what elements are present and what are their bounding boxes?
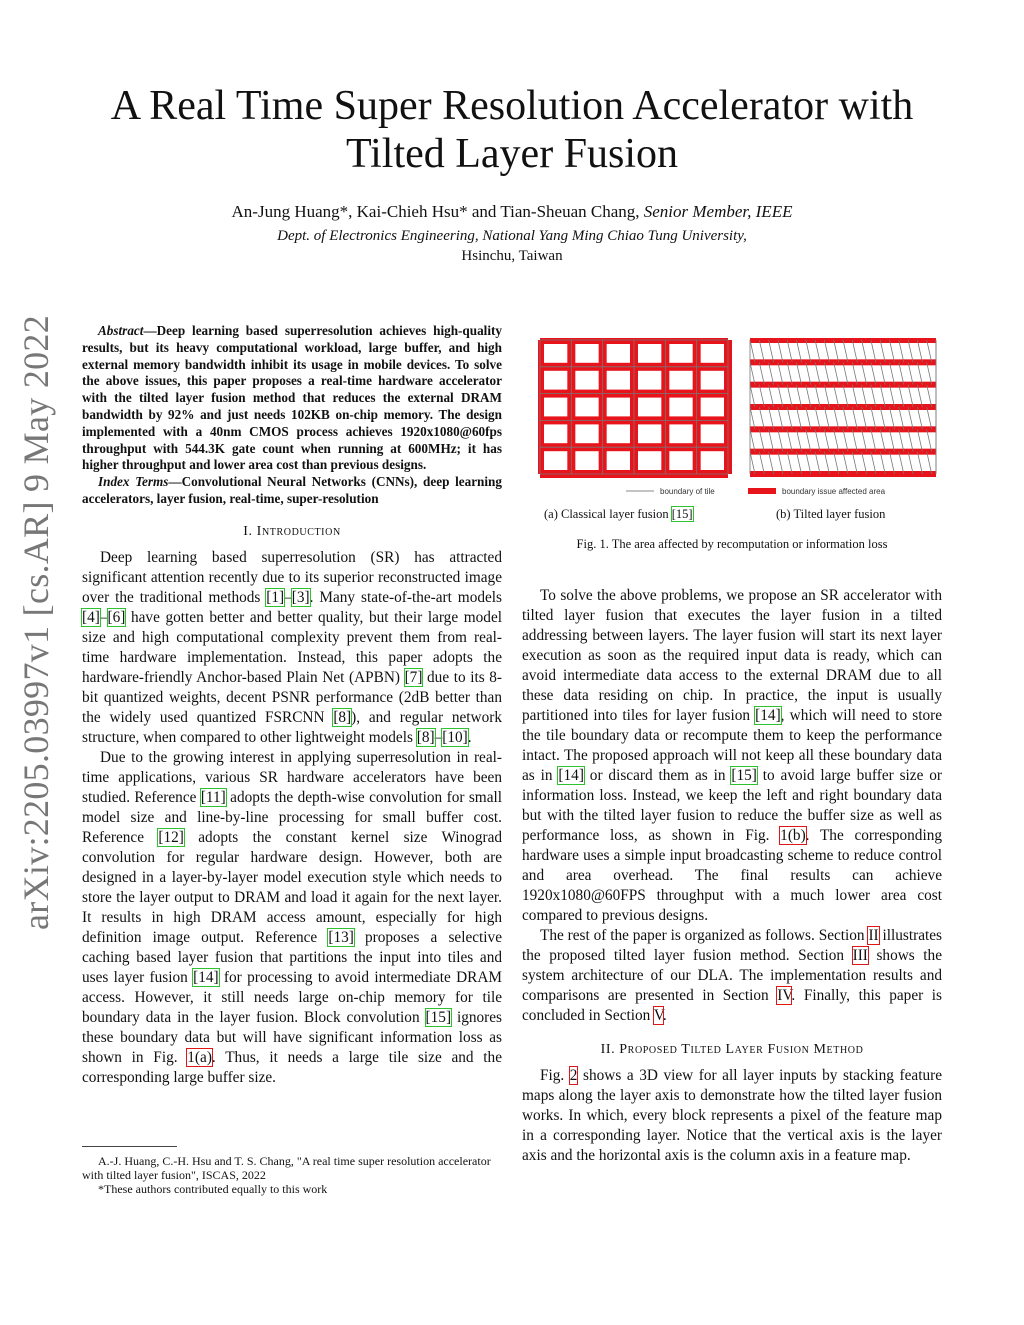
text-run: Due to the growing interest in applying superresolution in real-time applications, various SR hardware accelerators have been studied. Reference	[82, 748, 502, 806]
footnote-equal-contribution: *These authors contributed equally to this work	[98, 1182, 328, 1196]
citation-link[interactable]: [10]	[442, 728, 468, 746]
issue-row-band	[750, 471, 936, 477]
cross-reference-link[interactable]: 1(a)	[187, 1048, 212, 1066]
index-terms-label: Index Terms	[98, 474, 169, 490]
figure-1-caption: Fig. 1. The area affected by recomputation or information loss	[576, 537, 888, 551]
citation-link[interactable]: [14]	[558, 767, 584, 784]
cross-reference-link[interactable]: 1(b)	[780, 827, 806, 844]
citation-link[interactable]: [7]	[404, 668, 423, 686]
text-run: or discard them as in	[583, 767, 732, 784]
cross-reference-link[interactable]: 2	[569, 1067, 578, 1084]
abstract-text: —Deep learning based superresolution achieves high-quality results, but its heavy computational workload, large buffer, and high external memory bandwidth inhibit its usage in mobile devices. To solve the above issues, this paper proposes a real-time hardware accelerator with the tilted layer fusion method that reduces the external DRAM bandwidth by 92% and just needs 102KB on-chip memory. The design implemented with a 40nm CMOS process achieves 1920x1080@60fps throughput with 544.3K gate count when running at 600MHz; it has higher throughput and lower area cost than previous designs.	[82, 323, 502, 473]
text-run: .	[467, 728, 472, 746]
text-run: shows the system architecture of our DLA. The implementation results and comparisons are presented in Section	[522, 947, 942, 1004]
footnote-rule	[82, 1146, 177, 1147]
text-run: , which will need to store the tile boundary data or recompute them to keep the performance intact. The proposed approach will not keep all these boundary data as in	[522, 707, 942, 784]
text-run: illustrates the proposed tilted layer fusion method. Section	[522, 927, 942, 964]
text-run: . Thus, it needs a large tile size and the corresponding large buffer size.	[82, 1048, 502, 1086]
text-run: . The corresponding hardware uses a simple input broadcasting scheme to reduce control and area overhead. The final results can achieve 1920x1080@60FPS throughput with a much lower area cost compared to previous designs.	[522, 827, 942, 924]
text-run: ignores these boundary data but will have significant information loss as shown in Fig.	[82, 1008, 503, 1066]
intro-paragraph-2	[82, 748, 502, 1088]
text-run: adopts the depth-wise convolution for small model size and line-by-line processing for small buffer cost. Reference	[82, 788, 502, 846]
abstract-label: Abstract	[98, 323, 144, 338]
section-heading-introduction: I. Introduction	[243, 523, 341, 539]
affiliation-block	[90, 226, 934, 266]
right-paragraph-2	[522, 926, 942, 1026]
citation-link[interactable]: [8]	[416, 728, 435, 746]
paper-title: A Real Time Super Resolution Accelerator with Tilted Layer Fusion	[110, 83, 914, 177]
cross-reference-link[interactable]: II	[868, 927, 879, 944]
text-run: –	[284, 588, 292, 606]
author-names: An-Jung Huang*, Kai-Chieh Hsu* and Tian-Sheuan Chang,	[231, 202, 640, 221]
text-run: –	[99, 608, 108, 626]
right-paragraph-1	[522, 586, 942, 926]
issue-column-band	[538, 340, 544, 474]
arxiv-identifier: arXiv:2205.03997v1 [cs.AR] 9 May 2022	[16, 314, 56, 930]
citation-link[interactable]: [15]	[425, 1008, 452, 1026]
text-run: .	[662, 1007, 667, 1024]
text-run: shows a 3D view for all layer inputs by stacking feature maps along the layer axis to demonstrate how the tilted layer fusion works. In which, every block represents a pixel of the feature map in a corresponding layer. Notice that the vertical axis is the layer axis and the horizontal axis is the column axis in a feature map.	[522, 1067, 942, 1164]
text-run: Deep learning based superresolution (SR) has attracted significant attention recently due to its superior reconstructed image over the traditional methods	[82, 548, 502, 606]
citation-link[interactable]: [6]	[107, 608, 126, 626]
abstract	[82, 323, 502, 474]
issue-row-band	[750, 449, 936, 455]
cross-reference-link[interactable]: V	[653, 1007, 663, 1024]
text-run: for processing to avoid intermediate DRAM access. However, it still needs large on-chip memory for tile boundary data in the layer fusion. Block convolution	[82, 968, 502, 1026]
cross-reference-link[interactable]: IV	[777, 987, 792, 1004]
text-run: ), and regular network structure, when compared to other lightweight models	[82, 708, 502, 746]
citation-link[interactable]: [4]	[82, 608, 100, 626]
location: Hsinchu, Taiwan	[461, 248, 563, 264]
right-paragraph-3	[522, 1066, 942, 1166]
left-column	[82, 323, 502, 1088]
text-run: due to its 8-bit quantized weights, decent PSNR performance (2dB better than the widely used quantized FSRCNN	[82, 668, 502, 726]
citation-link[interactable]: [15]	[731, 767, 757, 784]
footnote-citation: A.-J. Huang, C.-H. Hsu and T. S. Chang, "A real time super resolution accelerator with tilted layer fusion", ISCAS, 2022	[82, 1154, 491, 1182]
citation-link[interactable]: [1]	[266, 588, 285, 606]
text-run: –	[434, 728, 443, 746]
text-run: Fig.	[540, 1067, 570, 1084]
author-line	[90, 202, 934, 222]
figure-1b-grid	[750, 338, 936, 477]
subcaption-b: (b) Tilted layer fusion	[776, 507, 886, 521]
text-run: to avoid large buffer size or information loss. Instead, we keep the left and right boundary data but with the tilted layer fusion to reduce the buffer size as well as performance loss, as shown in Fig.	[522, 767, 942, 844]
text-run: adopts the constant kernel size Winograd convolution for regular hardware design. However, both are designed in a layer-by-layer model execution style which needs to store the layer output to DRAM and load it again for the next layer. It results in high DRAM access amount, especially for high definition image output. Reference	[82, 828, 503, 946]
citation-link[interactable]: [12]	[158, 828, 184, 846]
section-heading-method: II. Proposed Tilted Layer Fusion Method	[600, 1042, 864, 1057]
author-role: Senior Member, IEEE	[643, 202, 793, 221]
text-run: To solve the above problems, we propose an SR accelerator with tilted layer fusion that executes the layer fusion in a tilted addressing between layers. The layer fusion will start its next layer execution as soon as the required input data is ready, which can avoid intermediate data access to the external DRAM due to all these data residing on chip. In practice, the input is usually partitioned into tiles for layer fusion	[522, 587, 942, 724]
subcaption-a: (a) Classical layer fusion [15]	[544, 507, 693, 521]
text-run: . Finally, this paper is concluded in Section	[522, 987, 942, 1024]
legend-issue-swatch	[748, 488, 776, 494]
footnotes	[82, 1154, 502, 1196]
text-run: The rest of the paper is organized as follows. Section	[540, 927, 869, 944]
citation-link[interactable]: [8]	[333, 708, 352, 726]
citation-link[interactable]: [14]	[193, 968, 219, 986]
citation-link[interactable]: [14]	[755, 707, 781, 724]
cross-reference-link[interactable]: III	[852, 947, 868, 964]
citation-link[interactable]: [13]	[328, 928, 354, 946]
text-run: have gotten better and better quality, but their large model size and high computational complexity prevent them from real-time hardware implementation. Instead, this paper adopts the hardware-friendly Anchor-based Plain Net (APBN)	[82, 608, 502, 686]
affiliation: Dept. of Electronics Engineering, National Yang Ming Chiao Tung University,	[277, 228, 747, 244]
figure-1a-grid	[538, 338, 732, 478]
legend-issue-label: boundary issue affected area	[782, 487, 886, 496]
index-terms-text: —Convolutional Neural Networks (CNNs), deep learning accelerators, layer fusion, real-time, super-resolution	[82, 474, 502, 506]
citation-link[interactable]: [3]	[291, 588, 310, 606]
text-run: . Many state-of-the-art models	[309, 588, 502, 606]
figure-1	[538, 338, 938, 558]
legend-tile-label: boundary of tile	[660, 487, 715, 496]
index-terms	[82, 474, 502, 508]
text-run: proposes a selective caching based layer fusion that partitions the input into tiles and uses layer fusion	[82, 928, 502, 986]
intro-paragraph-1	[82, 548, 502, 748]
citation-link[interactable]: [11]	[200, 788, 226, 806]
ref-link[interactable]: [15]	[671, 507, 693, 521]
right-column	[522, 586, 942, 1166]
issue-row-band	[750, 382, 936, 388]
